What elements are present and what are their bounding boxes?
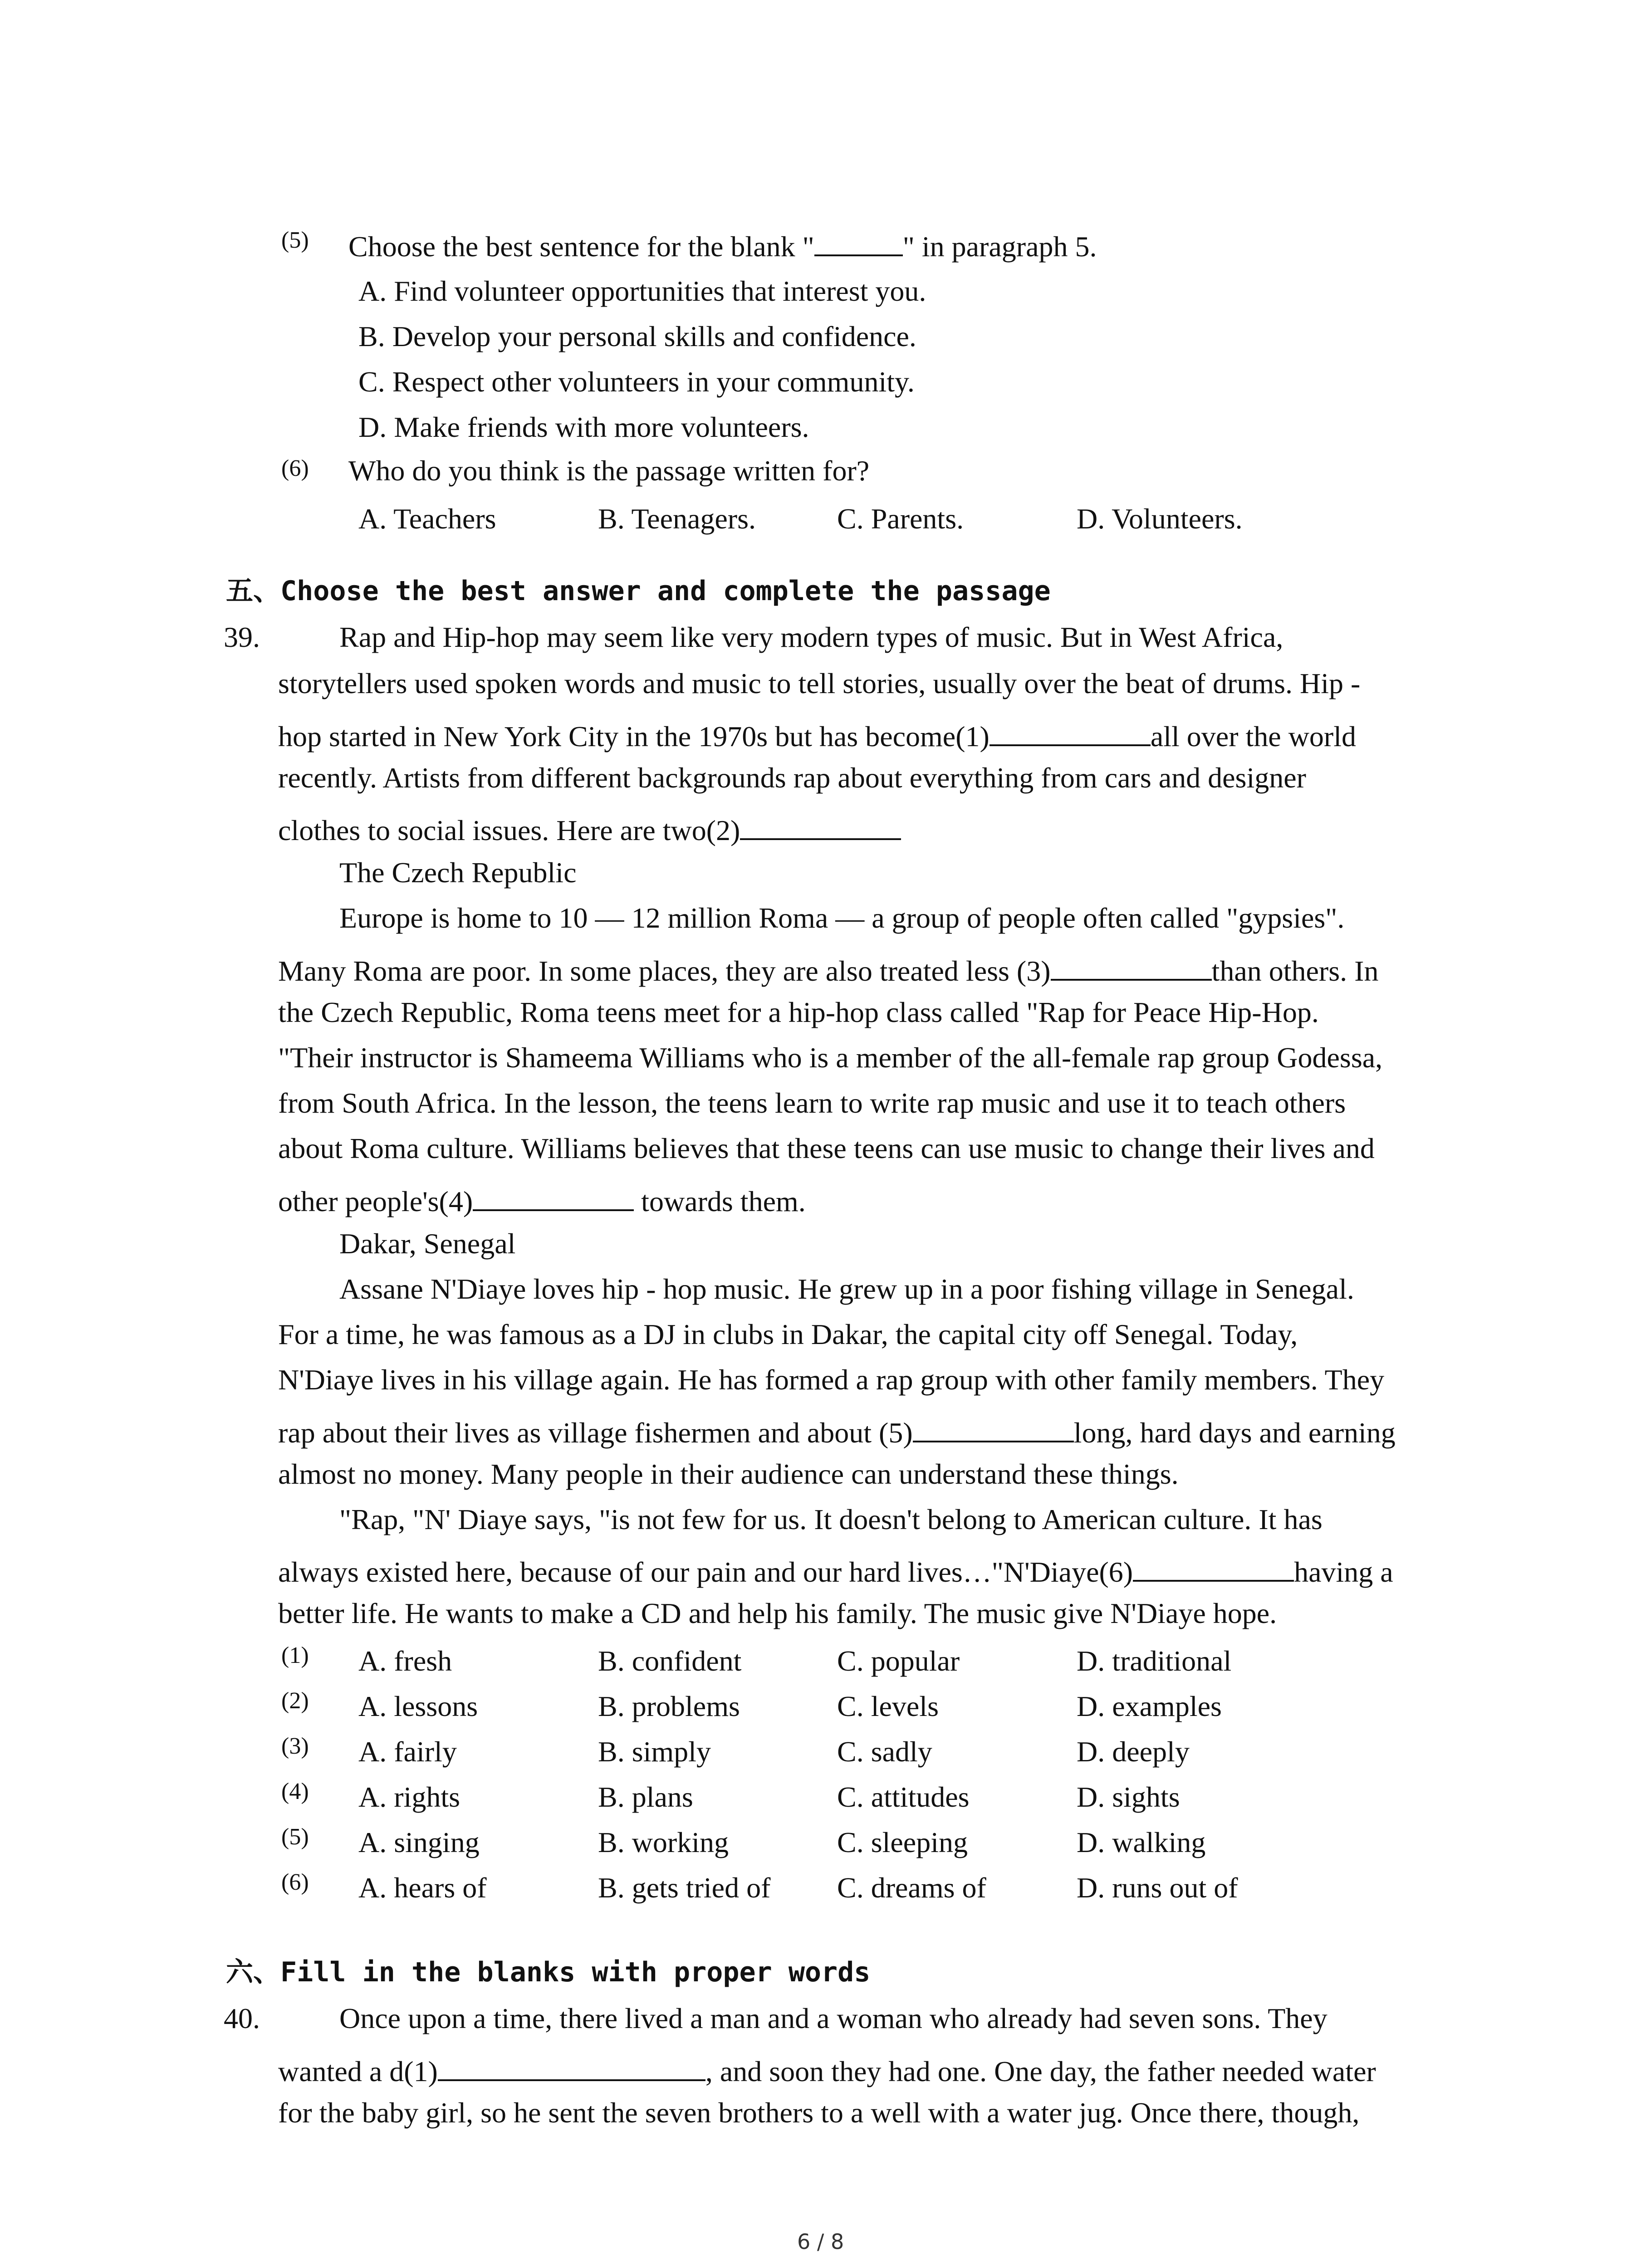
section-heading: 六、Fill in the blanks with proper words	[226, 1956, 871, 1988]
option[interactable]: B. working	[598, 1826, 729, 1858]
passage-line	[278, 1414, 1396, 1447]
option[interactable]: A. Find volunteer opportunities that interest you.	[358, 275, 926, 307]
option[interactable]: C. dreams of	[837, 1872, 986, 1904]
option[interactable]: B. simply	[598, 1735, 711, 1768]
passage-line	[278, 1183, 806, 1216]
passage-line: "Rap, "N' Diaye says, "is not few for us. It doesn't belong to American culture. It has	[339, 1503, 1323, 1535]
answer-blank[interactable]	[438, 2053, 705, 2081]
option[interactable]: A. fairly	[358, 1735, 457, 1768]
passage-line	[278, 718, 1356, 751]
option[interactable]: D. deeply	[1077, 1735, 1190, 1768]
passage-line	[278, 2053, 1376, 2086]
passage-text: than others. In	[1211, 955, 1379, 987]
answer-blank[interactable]	[814, 228, 903, 256]
passage-text: rap about their lives as village fishermen and about (5)	[278, 1417, 913, 1449]
option[interactable]: A. singing	[358, 1826, 480, 1858]
option[interactable]: C. Respect other volunteers in your community.	[358, 366, 915, 398]
option[interactable]: C. attitudes	[837, 1781, 970, 1813]
option[interactable]: C. levels	[837, 1690, 939, 1722]
option[interactable]: C. sadly	[837, 1735, 932, 1768]
option[interactable]: D. sights	[1077, 1781, 1180, 1813]
choice-number: (5)	[281, 1824, 309, 1850]
passage-line: N'Diaye lives in his village again. He has formed a rap group with other family members. They	[278, 1364, 1385, 1396]
passage-line: about Roma culture. Williams believes that these teens can use music to change their lives and	[278, 1132, 1375, 1164]
passage-line: "Their instructor is Shameema Williams who is a member of the all-female rap group Godessa,	[278, 1041, 1383, 1074]
option[interactable]: B. problems	[598, 1690, 740, 1722]
option[interactable]: B. gets tried of	[598, 1872, 771, 1904]
option[interactable]: C. sleeping	[837, 1826, 968, 1858]
passage-line	[278, 1554, 1393, 1587]
option[interactable]: C. popular	[837, 1645, 960, 1677]
choice-number: (2)	[281, 1688, 309, 1714]
passage-text: , and soon they had one. One day, the father needed water	[705, 2055, 1376, 2087]
question-stem	[348, 228, 1097, 261]
passage-text: wanted a d(1)	[278, 2055, 438, 2087]
choice-number: (3)	[281, 1733, 309, 1759]
stem-part: " in paragraph 5.	[902, 230, 1097, 263]
choice-number: (1)	[281, 1642, 309, 1668]
option[interactable]: D. runs out of	[1077, 1872, 1238, 1904]
question-number: 40.	[224, 2002, 260, 2034]
option[interactable]: B. Teenagers.	[598, 503, 756, 535]
question-stem: Who do you think is the passage written for?	[348, 455, 870, 487]
answer-blank[interactable]	[913, 1414, 1074, 1442]
passage-text: Many Roma are poor. In some places, they are also treated less (3)	[278, 955, 1051, 987]
option[interactable]: B. confident	[598, 1645, 742, 1677]
answer-blank[interactable]	[989, 718, 1151, 746]
passage-text: long, hard days and earning	[1073, 1417, 1396, 1449]
choice-number: (6)	[281, 1869, 309, 1895]
answer-blank[interactable]	[1051, 953, 1212, 981]
subheading: The Czech Republic	[339, 856, 577, 889]
page-number: 6 / 8	[797, 2229, 844, 2254]
option[interactable]: D. Make friends with more volunteers.	[358, 411, 809, 443]
passage-text: always existed here, because of our pain and our hard lives…"N'Diaye(6)	[278, 1556, 1133, 1588]
option[interactable]: C. Parents.	[837, 503, 964, 535]
stem-part: Choose the best sentence for the blank "	[348, 230, 814, 263]
answer-blank[interactable]	[473, 1183, 634, 1211]
option[interactable]: B. plans	[598, 1781, 693, 1813]
choice-number: (4)	[281, 1779, 309, 1804]
answer-blank[interactable]	[1133, 1554, 1294, 1582]
passage-line: Assane N'Diaye loves hip - hop music. He grew up in a poor fishing village in Senegal.	[339, 1273, 1354, 1305]
passage-line: Once upon a time, there lived a man and a woman who already had seven sons. They	[339, 2002, 1327, 2034]
passage-text: all over the world	[1150, 720, 1356, 753]
passage-line: Europe is home to 10 — 12 million Roma — a group of people often called "gypsies".	[339, 902, 1345, 934]
passage-line: recently. Artists from different backgrounds rap about everything from cars and designer	[278, 762, 1306, 794]
passage-text: clothes to social issues. Here are two(2)	[278, 814, 740, 846]
section-heading: 五、Choose the best answer and complete the passage	[226, 575, 1051, 607]
option[interactable]: D. walking	[1077, 1826, 1206, 1858]
option[interactable]: D. examples	[1077, 1690, 1222, 1722]
answer-blank[interactable]	[740, 812, 901, 840]
passage-line: For a time, he was famous as a DJ in clubs in Dakar, the capital city off Senegal. Today,	[278, 1318, 1298, 1350]
passage-text: towards them.	[634, 1185, 806, 1217]
passage-line	[278, 953, 1378, 986]
question-number: (6)	[281, 455, 309, 481]
passage-line: storytellers used spoken words and music to tell stories, usually over the beat of drums. Hip -	[278, 667, 1361, 699]
option[interactable]: D. traditional	[1077, 1645, 1232, 1677]
subheading: Dakar, Senegal	[339, 1227, 516, 1260]
option[interactable]: A. hears of	[358, 1872, 487, 1904]
question-number: 39.	[224, 621, 260, 653]
passage-line: better life. He wants to make a CD and help his family. The music give N'Diaye hope.	[278, 1597, 1277, 1629]
passage-line: the Czech Republic, Roma teens meet for a hip-hop class called "Rap for Peace Hip-Hop.	[278, 996, 1319, 1028]
passage-line	[278, 812, 901, 845]
option[interactable]: A. lessons	[358, 1690, 478, 1722]
passage-text: other people's(4)	[278, 1185, 473, 1217]
option[interactable]: A. fresh	[358, 1645, 452, 1677]
passage-line: almost no money. Many people in their audience can understand these things.	[278, 1458, 1179, 1490]
option[interactable]: A. Teachers	[358, 503, 496, 535]
passage-text: having a	[1294, 1556, 1393, 1588]
passage-line: for the baby girl, so he sent the seven brothers to a well with a water jug. Once there, though,	[278, 2097, 1360, 2129]
passage-line: from South Africa. In the lesson, the teens learn to write rap music and use it to teach others	[278, 1087, 1346, 1119]
passage-line: Rap and Hip-hop may seem like very modern types of music. But in West Africa,	[339, 621, 1283, 653]
question-number: (5)	[281, 227, 309, 253]
passage-text: hop started in New York City in the 1970s but has become(1)	[278, 720, 989, 753]
option[interactable]: A. rights	[358, 1781, 460, 1813]
option[interactable]: D. Volunteers.	[1077, 503, 1243, 535]
option[interactable]: B. Develop your personal skills and confidence.	[358, 320, 916, 352]
